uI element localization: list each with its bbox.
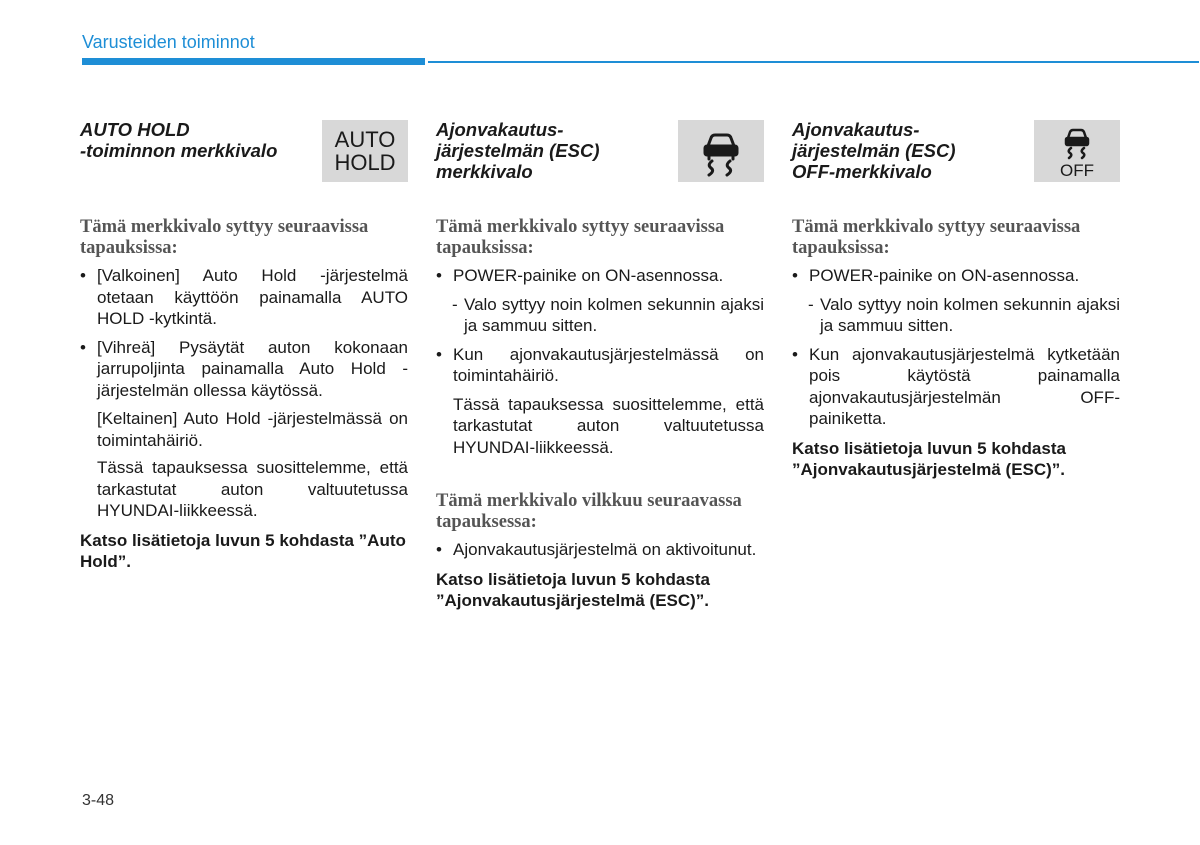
paragraph: Tässä tapauksessa suosittelemme, että tarkastutat auton valtuutetussa HYUNDAI-liikkeessä. bbox=[97, 458, 408, 520]
column-title: Ajonvakautus- järjestelmän (ESC) OFF-merkkivalo bbox=[792, 119, 956, 182]
icon-text-line1: AUTO bbox=[334, 127, 396, 152]
list-item-text: [Valkoinen] Auto Hold -järjestelmä otetaan käyttöön painamalla AUTO HOLD -kytkintä. bbox=[97, 266, 408, 328]
list-item-text: POWER-painike on ON-asennossa. bbox=[453, 266, 724, 285]
esc-off-indicator-icon bbox=[1034, 120, 1120, 182]
list-item-text: [Vihreä] Pysäytät auton kokonaan jarrupoljinta painamalla Auto Hold -järjestelmän ollessa käytössä. bbox=[97, 337, 408, 400]
list-item: • [Valkoinen] Auto Hold -järjestelmä otetaan käyttöön painamalla AUTO HOLD -kytkintä. bbox=[80, 266, 408, 328]
header-rule-thin bbox=[428, 61, 1199, 63]
header-rule-thick bbox=[82, 58, 425, 65]
paragraph: [Keltainen] Auto Hold -järjestelmässä on toimintahäiriö. bbox=[97, 409, 408, 450]
sub-list-item-text: Valo syttyy noin kolmen sekunnin ajaksi ja sammuu sitten. bbox=[820, 294, 1120, 335]
column-header bbox=[792, 118, 1120, 186]
list-item: • [Vihreä] Pysäytät auton kokonaan jarrupoljinta painamalla Auto Hold -järjestelmän ollessa käytössä. bbox=[80, 337, 408, 400]
list-item: • POWER-painike on ON-asennossa. bbox=[792, 266, 1080, 285]
icon-text-off: OFF bbox=[1060, 161, 1094, 180]
sub-list-item: - Valo syttyy noin kolmen sekunnin ajaksi ja sammuu sitten. bbox=[808, 294, 1120, 335]
list-item: • Ajonvakautusjärjestelmä on aktivoitunut. bbox=[436, 540, 757, 559]
reference-note: Katso lisätietoja luvun 5 kohdasta ”Ajonvakautusjärjestelmä (ESC)”. bbox=[792, 438, 1066, 479]
column-esc-off bbox=[792, 118, 1120, 481]
list-item: • Kun ajonvakautusjärjestelmässä on toimintahäiriö. bbox=[436, 344, 764, 385]
paragraph: Tässä tapauksessa suosittelemme, että tarkastutat auton valtuutetussa HYUNDAI-liikkeessä. bbox=[453, 394, 764, 457]
column-header bbox=[436, 118, 764, 186]
section-title: Varusteiden toiminnot bbox=[82, 32, 255, 52]
list-item-text: Kun ajonvakautusjärjestelmässä on toimintahäiriö. bbox=[453, 344, 764, 385]
reference-note: Katso lisätietoja luvun 5 kohdasta ”Auto Hold”. bbox=[80, 530, 406, 571]
esc-indicator-icon bbox=[678, 120, 764, 182]
sub-list-item: - Valo syttyy noin kolmen sekunnin ajaksi ja sammuu sitten. bbox=[452, 294, 764, 335]
list-item-text: Kun ajonvakautusjärjestelmä kytketään pois käytöstä painamalla ajonvakautusjärjestelmän OFF-painiketta. bbox=[809, 344, 1120, 428]
sub-list-item-text: Valo syttyy noin kolmen sekunnin ajaksi ja sammuu sitten. bbox=[464, 294, 764, 335]
icon-text-line2: HOLD bbox=[334, 150, 396, 175]
column-title: Ajonvakautus- järjestelmän (ESC) merkkivalo bbox=[436, 119, 600, 182]
subheading: Tämä merkkivalo syttyy seuraavissa tapauksissa: bbox=[80, 217, 369, 258]
column-title: AUTO HOLD -toiminnon merkkivalo bbox=[80, 119, 278, 161]
subheading: Tämä merkkivalo vilkkuu seuraavassa tapauksessa: bbox=[436, 491, 742, 532]
list-item-text: Ajonvakautusjärjestelmä on aktivoitunut. bbox=[453, 540, 757, 559]
list-item-text: POWER-painike on ON-asennossa. bbox=[809, 266, 1080, 285]
column-auto-hold bbox=[80, 118, 408, 573]
auto-hold-indicator-icon bbox=[322, 120, 408, 182]
list-item: • POWER-painike on ON-asennossa. bbox=[436, 266, 724, 285]
reference-note: Katso lisätietoja luvun 5 kohdasta ”Ajonvakautusjärjestelmä (ESC)”. bbox=[436, 569, 710, 610]
column-header bbox=[80, 118, 408, 186]
page-number: 3-48 bbox=[82, 792, 115, 809]
list-item: • Kun ajonvakautusjärjestelmä kytketään pois käytöstä painamalla ajonvakautusjärjestelmän OFF-painiketta. bbox=[792, 344, 1120, 428]
subheading: Tämä merkkivalo syttyy seuraavissa tapauksissa: bbox=[792, 217, 1081, 258]
subheading: Tämä merkkivalo syttyy seuraavissa tapauksissa: bbox=[436, 217, 725, 258]
column-esc bbox=[436, 118, 764, 612]
